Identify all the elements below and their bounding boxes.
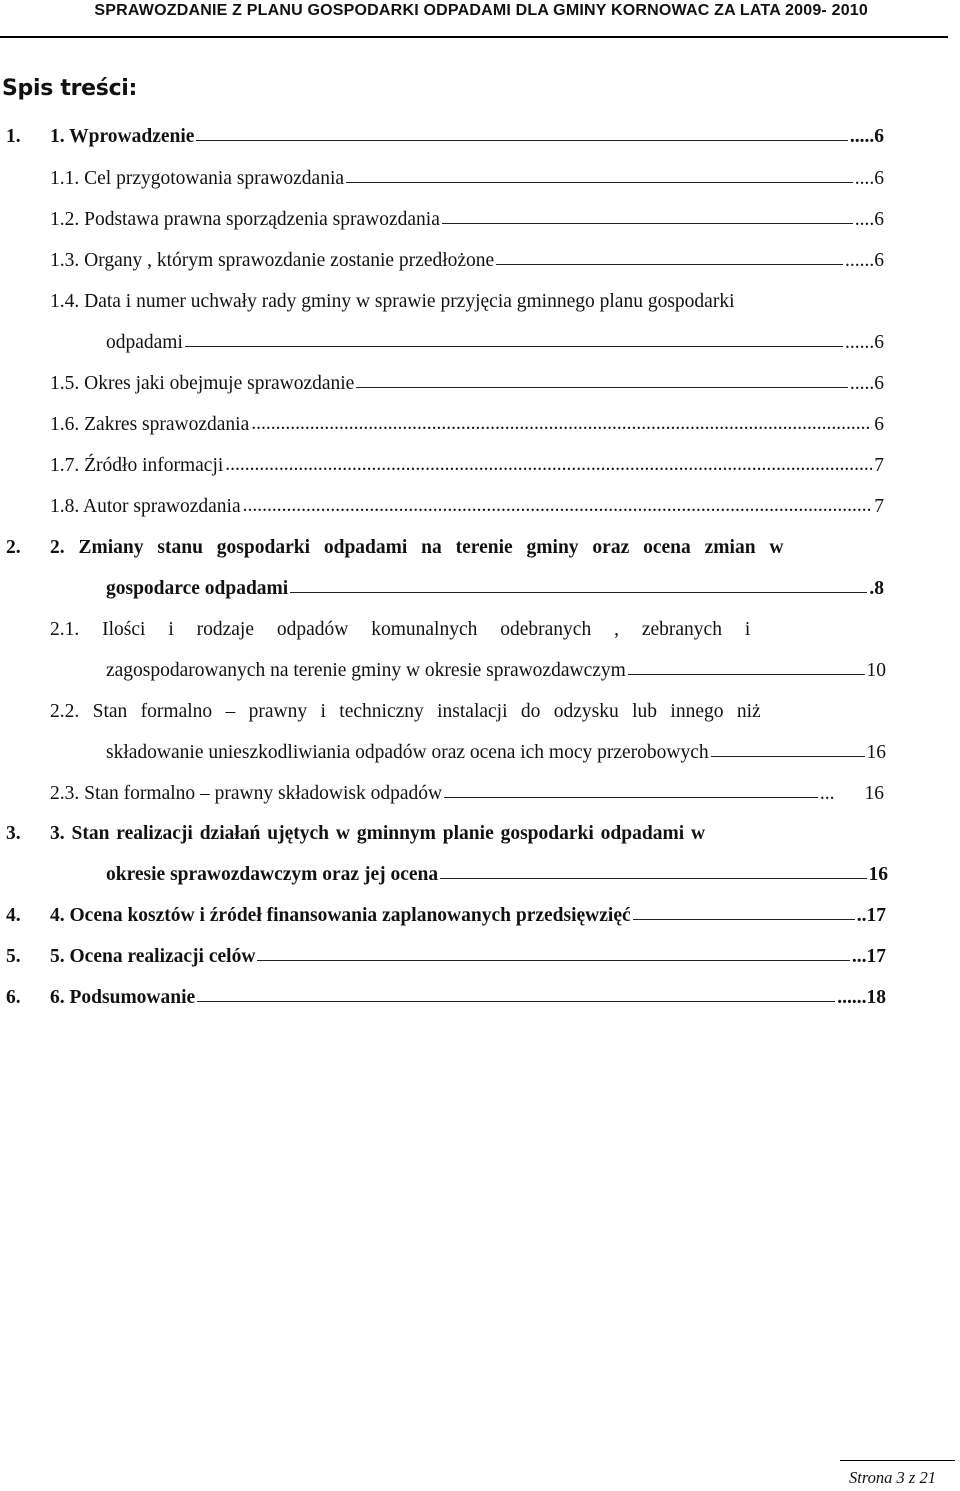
toc-page-number: 6 [874,250,884,271]
toc-entry-text: 1.3. Organy , którym sprawozdanie zostanie przedłożone [50,250,495,271]
toc-entry-text: 1.6. Zakres sprawozdania [50,414,250,435]
toc-number: 6. [6,987,21,1008]
toc-page-number: 7 [874,496,884,517]
toc-page-number: 6 [874,168,884,189]
toc-dots: ... [819,783,835,804]
toc-entry-text: 5. Ocena realizacji celów [50,946,256,967]
toc-leader [185,346,843,347]
toc-dots: .... [854,209,875,230]
page-number: Strona 3 z 21 [849,1468,936,1487]
toc-leader [711,756,865,757]
toc-number: 2. [6,537,21,558]
toc-number: 3. [6,823,21,844]
toc-leader [440,878,866,879]
toc-title: Spis treści: [2,76,138,101]
toc-number: 5. [6,946,21,967]
toc-entry-text-line2: okresie sprawozdawczym oraz jej ocena [106,864,439,885]
toc-dots: .... [854,168,875,189]
toc-entry-text-line2: gospodarce odpadami [106,578,289,599]
toc-page-number: 16 [866,742,886,763]
toc-dots: ...... [845,332,875,353]
toc-leader [257,960,849,961]
toc-entry-text-line1: 2.2. Stan formalno – prawny i techniczny instalacji do odzysku lub innego niż [50,701,761,722]
toc-page-number: 16 [868,864,888,885]
toc-page-number: 6 [874,414,884,435]
toc-dot-leader [243,494,873,518]
toc-dots: ... [851,946,867,967]
toc-page-number: 6 [874,126,884,147]
toc-dot-leader [251,412,872,436]
toc-entry-text-line1: 1.4. Data i numer uchwały rady gminy w sprawie przyjęcia gminnego planu gospodarki [50,291,735,312]
toc-dots: ..... [849,373,875,394]
toc-dots: .. [856,905,867,926]
toc-dot-leader [225,453,872,477]
toc-leader [442,223,853,224]
toc-leader [346,182,853,183]
toc-number: 4. [6,905,21,926]
toc-entry-text-line1: 2.1. Ilości i rodzaje odpadów komunalnych odebranych , zebranych i [50,619,751,640]
toc-entry-text: 1. Wprowadzenie [50,126,195,147]
toc-dots: ...... [845,250,875,271]
toc-leader [628,674,865,675]
toc-dots: . [869,578,875,599]
toc-entry-text: 1.2. Podstawa prawna sporządzenia sprawozdania [50,209,440,230]
toc-entry-text: 1.8. Autor sprawozdania [50,496,241,517]
toc-leader [444,797,818,798]
toc-leader [196,140,847,141]
toc-page-number: 16 [864,783,884,804]
toc-entry-2[interactable] [0,536,960,606]
toc-entry-2-1[interactable] [0,618,960,688]
toc-leader [290,592,867,593]
toc-page-number: 18 [866,987,886,1008]
toc-dots: ..... [849,126,875,147]
running-header [0,0,948,38]
toc-page-number: 6 [874,209,884,230]
toc-page-number: 6 [874,332,884,353]
toc-leader [633,919,855,920]
toc-entry-text: 1.5. Okres jaki obejmuje sprawozdanie [50,373,355,394]
toc-page-number: 6 [874,373,884,394]
toc-entry-text-line1 [50,536,892,560]
toc-dots: ...... [837,987,867,1008]
footer-divider [840,1460,955,1461]
toc-entry-text-line1: 3. Stan realizacji działań ujętych w gminnym planie gospodarki odpadami w [50,823,706,844]
toc-entry-text: 1.1. Cel przygotowania sprawozdania [50,168,345,189]
toc-entry-text-line2: składowanie unieszkodliwiania odpadów oraz ocena ich mocy przerobowych [106,742,709,763]
toc-leader [356,387,848,388]
toc-entry-text: 1.7. Źródło informacji [50,455,224,476]
toc-entry-2-2[interactable] [0,700,960,770]
toc-entry-text-line2: zagospodarowanych na terenie gminy w okresie sprawozdawczym [106,660,626,681]
toc-leader [496,264,843,265]
toc-entry-text: 2.3. Stan formalno – prawny składowisk odpadów [50,783,443,804]
toc-entry-text-line2: odpadami [106,332,183,353]
toc-page-number: 17 [866,946,886,967]
toc-number: 1. [6,126,21,147]
toc-page-number: 17 [866,905,886,926]
toc-entry-1-4[interactable] [0,290,960,360]
toc-entry-text: 4. Ocena kosztów i źródeł finansowania zaplanowanych przedsięwzięć [50,905,631,926]
toc-page-number: 7 [874,455,884,476]
toc-page-number: 10 [866,660,886,681]
document-header-title: SPRAWOZDANIE Z PLANU GOSPODARKI ODPADAMI DLA GMINY KORNOWAC ZA LATA 2009- 2010 [94,2,868,19]
toc-entry-text-line1-content: 2. Zmiany stanu gospodarki odpadami na terenie gminy oraz ocena zmian w [50,537,784,558]
toc-page-number: 8 [874,578,884,599]
toc-entry-3[interactable] [0,822,960,892]
toc-entry-text: 6. Podsumowanie [50,987,196,1008]
toc-leader [197,1001,835,1002]
